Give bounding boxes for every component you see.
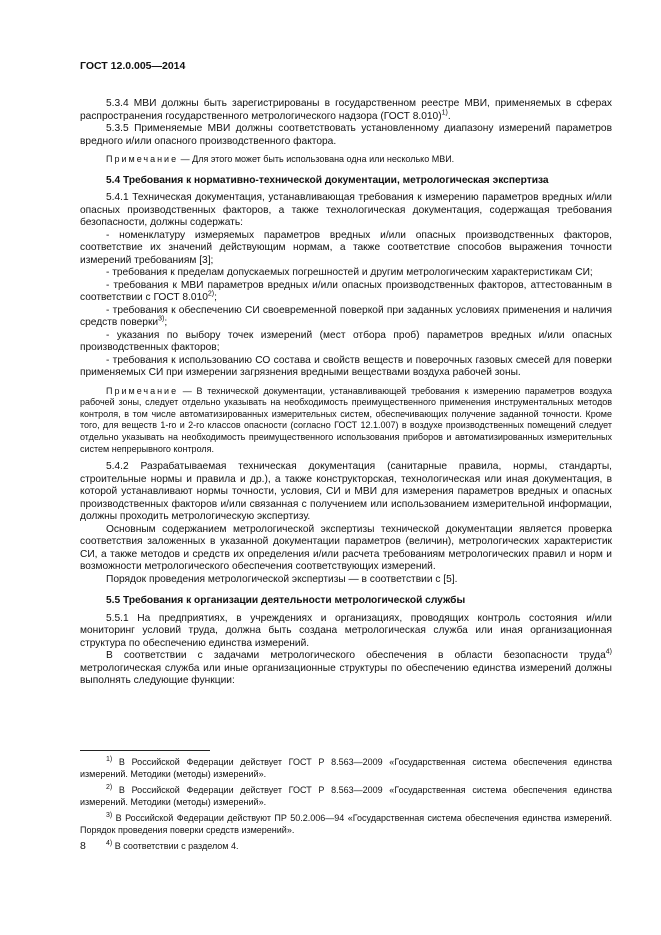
paragraph-5-4-2: 5.4.2 Разрабатываемая техническая документация (санитарные правила, нормы, стандарты, строительные нормы и правила и др.), а также конструкторская, технологическая или иная документация, в которой устанавливают нормы точности, условия, СИ и МВИ для измерения параметров вредных и опасных производственных факторов и/или связанная с получением или использованием измерительной информации, должны проходить метрологическую экспертизу. (80, 461, 612, 523)
main-content (80, 98, 612, 688)
footnote-ref: 3) (158, 315, 165, 323)
footnote-ref: 1) (441, 109, 448, 117)
footnote-ref: 4) (605, 648, 612, 656)
footnote-item: $^{3)}$ В Российской Федерации действуют ПР 50.2.006—94 «Государственная система обеспечения единства измерений. Порядок проведения поверки средств измерений». (80, 812, 612, 835)
footnote-divider (80, 750, 210, 751)
note-1: Примечание — Для этого может быть использована одна или несколько МВИ. (106, 154, 455, 164)
footnotes (80, 750, 612, 858)
section-heading-5-4: 5.4 Требования к нормативно-технической документации, метрологическая экспертиза (106, 174, 549, 186)
list-item: - номенклатуру измеряемых параметров вредных и/или опасных производственных факторов, соответствие их значений действующим нормам, а также соответствие способов выражения точности измерений требованиям [3]; (80, 229, 612, 266)
page-number: 8 (80, 840, 86, 852)
paragraph-functions: В соответствии с задачами метрологического обеспечения в области безопасности труда$^{4)}$ метрологическая служба или иные организационные структуры по обеспечению единства измерений должны выполнять следующие функции: (80, 648, 612, 687)
paragraph-5-3-4: 5.3.4 МВИ должны быть зарегистрированы в государственном реестре МВИ, применяемых в сферах распространения государственного метрологического надзора (ГОСТ 8.010)$^{1)}$. (80, 98, 612, 122)
list-item: - требования к использованию СО состава и свойств веществ и поверочных газовых смесей для поверки применяемых СИ при измерении загрязнения вредными веществами воздуха рабочей зоны. (80, 354, 612, 379)
list-item: - требования к МВИ параметров вредных и/или опасных производственных факторов, аттестованным в соответствии с ГОСТ 8.010$^{2)}$; (80, 279, 612, 304)
footnote-ref: 2) (207, 290, 215, 298)
note-2: Примечание — В технической документации, устанавливающей требования к измерению параметров воздуха рабочей зоны, следует отдельно указывать на необходимость преимущественного применения инструментальных методов контроля, в том числе автоматизированных измерительных систем, обеспечивающих получение заданной точности. Кроме того, для веществ 1-го и 2-го классов опасности (согласно ГОСТ 12.1.007) в воздухе производственных помещений следует отдельно указывать на необходимость преимущественного использования приборов и автоматизированных измерительных систем непрерывного контроля. (80, 385, 612, 454)
footnote-item: $^{4)}$ В соответствии с разделом 4. (106, 840, 239, 851)
list-item: - требования к пределам допускаемых погрешностей и другим метрологическим характеристикам СИ; (106, 267, 593, 279)
list-item: - указания по выбору точек измерений (мест отбора проб) параметров вредных и/или опасных производственных факторов; (80, 329, 612, 354)
paragraph-5-5-1: 5.5.1 На предприятиях, в учреждениях и организациях, проводящих контроль состояния и/или мониторинг условий труда, должна быть создана метрологическая служба или иная организационная структура по обеспечению единства измерений. (80, 612, 612, 649)
paragraph-5-3-5: 5.3.5 Применяемые МВИ должны соответствовать установленному диапазону измерений параметров вредного и/или опасного производственного фактора. (80, 123, 612, 147)
list-item: - требования к обеспечению СИ своевременной поверкой при заданных условиях применения и наличия средств поверки$^{3)}$; (80, 304, 612, 329)
footnote-item: $^{2)}$ В Российской Федерации действует ГОСТ Р 8.563—2009 «Государственная система обеспечения единства измерений. Методики (методы) измерений». (80, 784, 612, 807)
paragraph-expertise-content: Основным содержанием метрологической экспертизы технической документации является проверка соответствия заложенных в указанной документации параметров (величин), метрологических характеристик СИ, а также методов и средств их определения и/или расчета требованиям метрологических правил и норм и возможности метрологического обеспечения соответствующих измерений. (80, 523, 612, 573)
footnote-item: $^{1)}$ В Российской Федерации действует ГОСТ Р 8.563—2009 «Государственная система обеспечения единства измерений. Методики (методы) измерений». (80, 756, 612, 779)
document-header: ГОСТ 12.0.005—2014 (80, 60, 186, 72)
paragraph-expertise-order: Порядок проведения метрологической экспертизы — в соответствии с [5]. (106, 573, 458, 585)
paragraph-5-4-1: 5.4.1 Техническая документация, устанавливающая требования к измерению параметров вредных и/или опасных производственных факторов, а также технологическая документация, содержащая требования безопасности, должны содержать: (80, 192, 612, 229)
section-heading-5-5: 5.5 Требования к организации деятельности метрологической службы (106, 595, 466, 607)
